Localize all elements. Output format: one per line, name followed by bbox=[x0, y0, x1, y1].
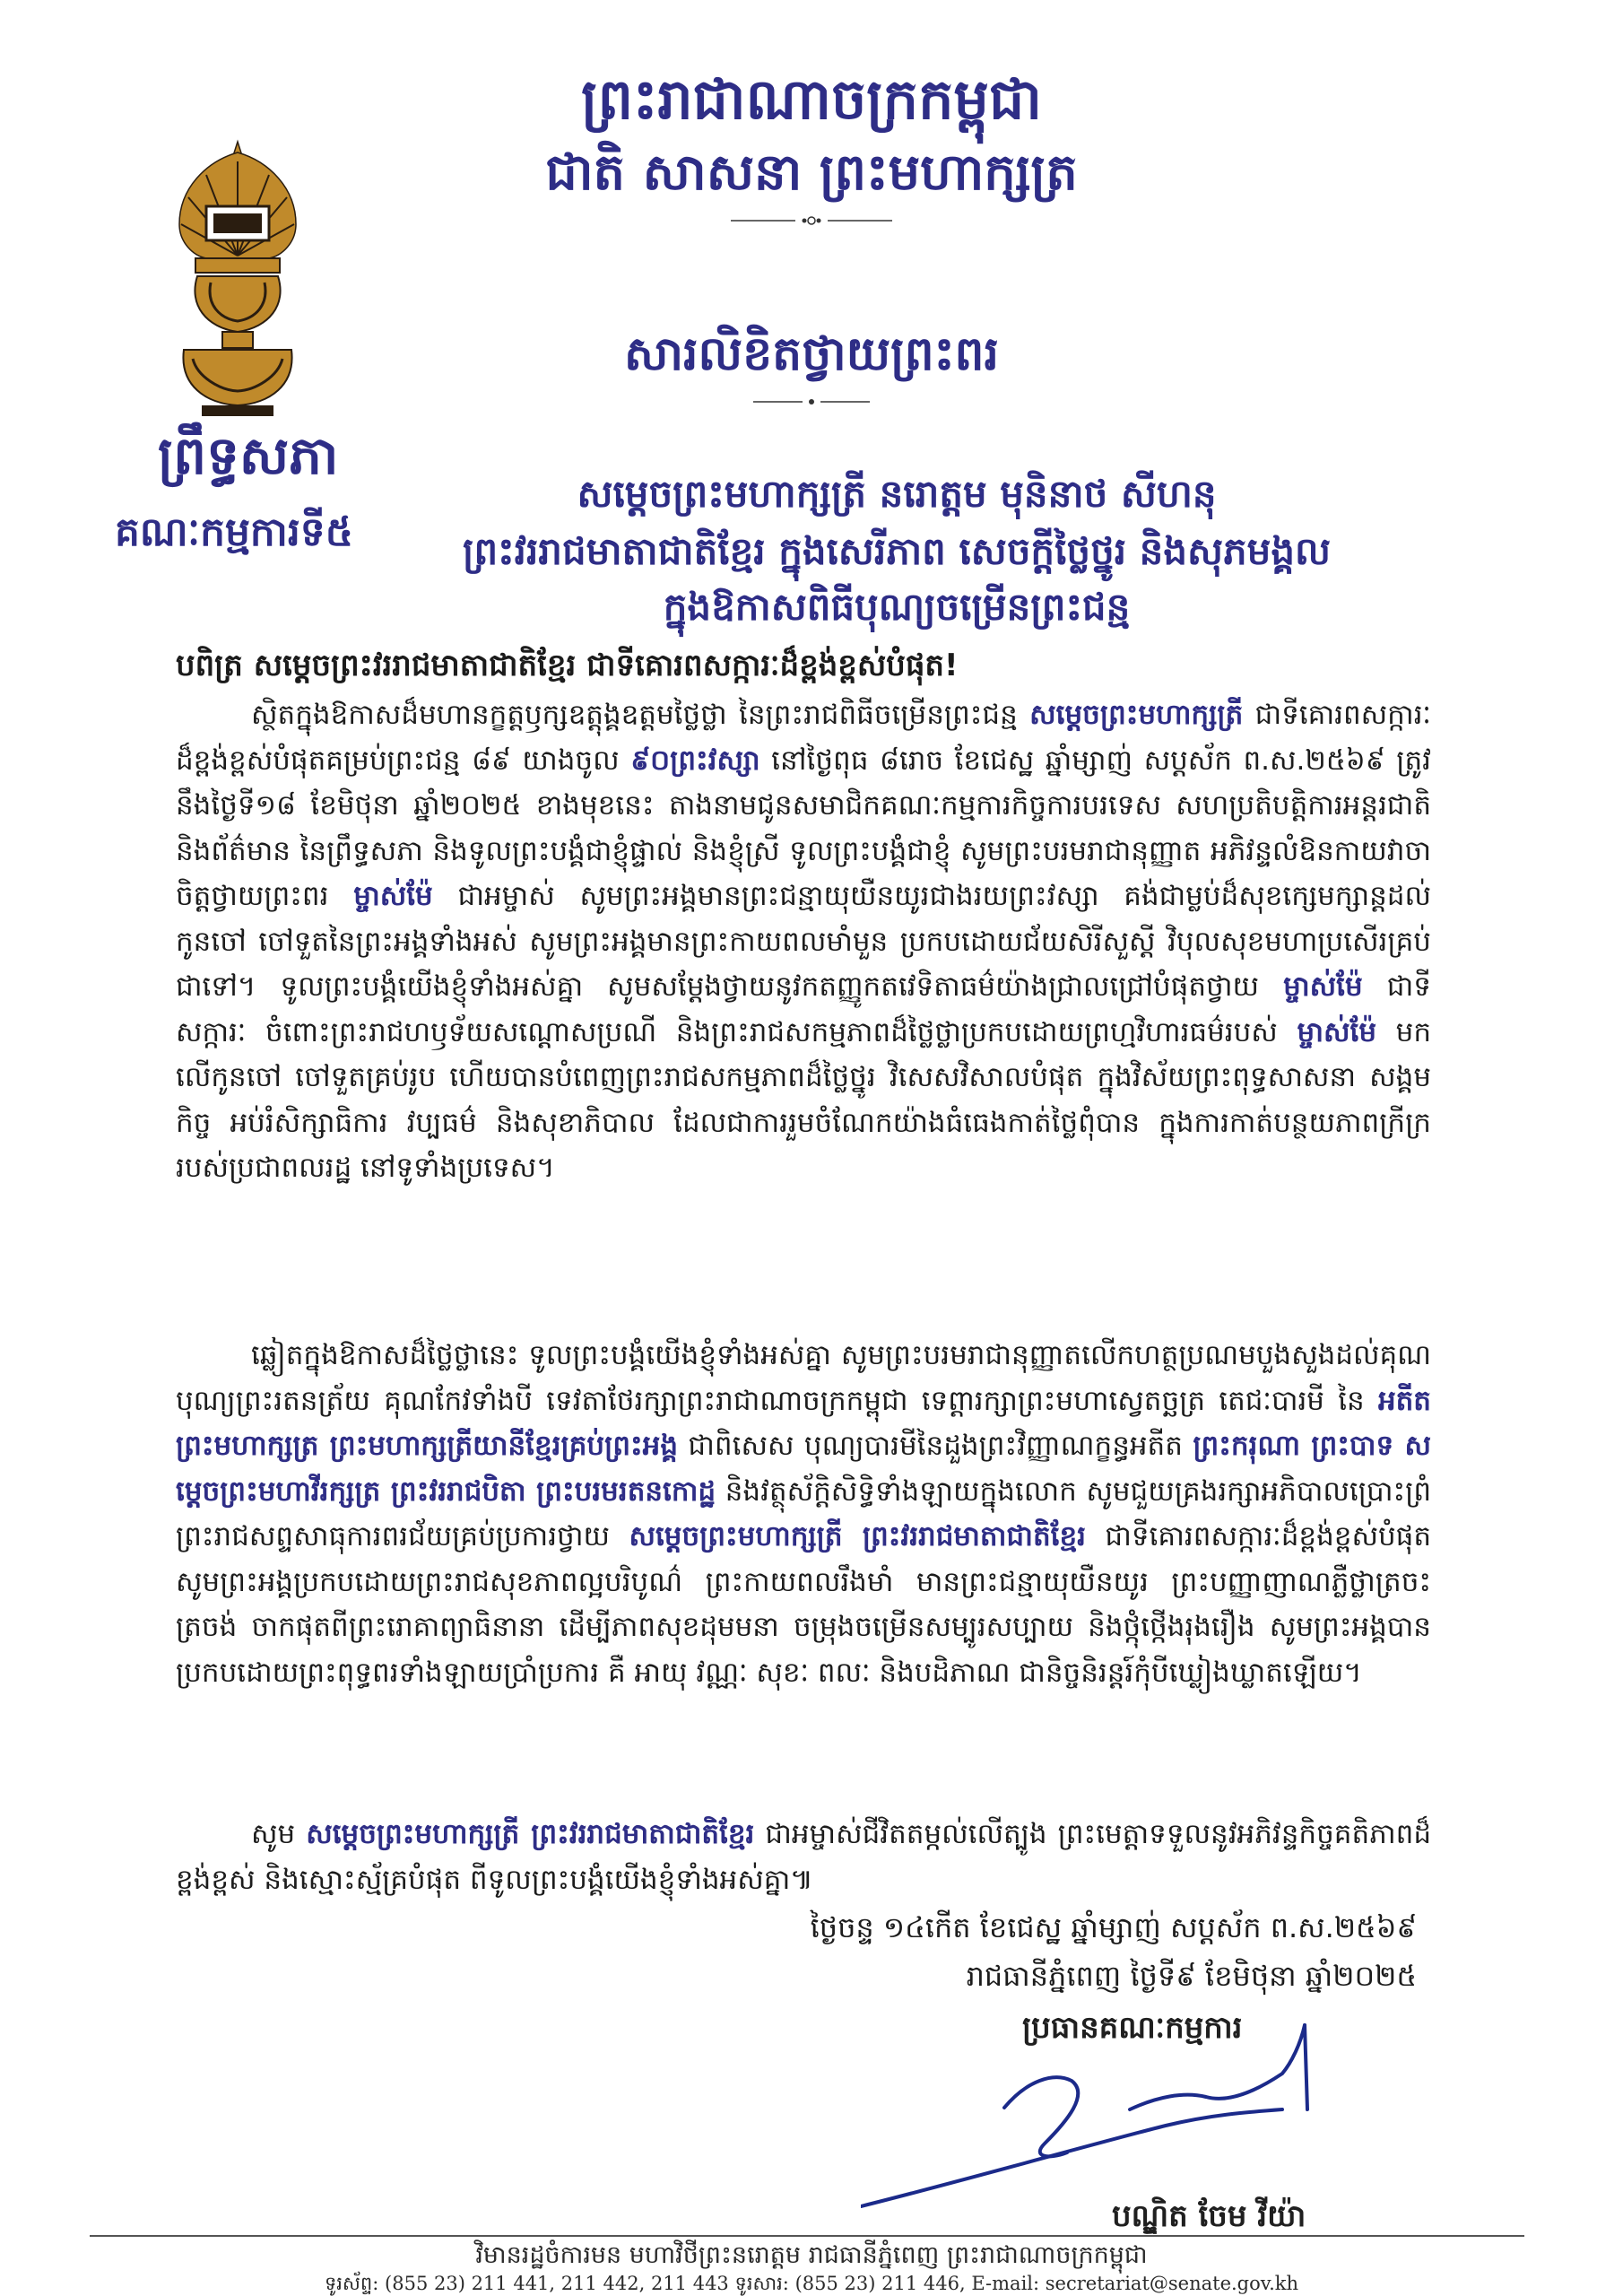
lunar-date: ថ្ងៃចន្ទ ១៤កើត ខែជេស្ឋ ឆ្នាំម្សាញ់ សប្តស័ក ព.ស.២៥៦៩ bbox=[810, 1910, 1417, 1944]
emphasized-text: ម្ចាស់ម៉ែ bbox=[353, 880, 433, 912]
body-text: ជាទីគោរពសក្ការៈដ៏ខ្ពង់ខ្ពស់បំផុតគម្រប់ព្រះជន្ម ៨៩ យាងចូល bbox=[176, 699, 1431, 777]
signer-role: ប្រធានគណៈកម្មការ bbox=[1022, 2010, 1243, 2046]
national-motto: ជាតិ សាសនា ព្រះមហាក្សត្រ bbox=[545, 143, 1078, 202]
document-title: សារលិខិតថ្វាយព្រះពរ bbox=[624, 326, 999, 381]
body-text: និងវត្ថុស័ក្តិសិទ្ធិទាំងឡាយក្នុងលោក សូមជួយគ្រងរក្សាអភិបាលប្រោះព្រំព្រះរាជសព្ទសាធុការពរជ័យគ្រប់ប្រការថ្វាយ bbox=[176, 1474, 1431, 1552]
body-paragraph bbox=[176, 692, 1431, 1191]
body-text: សូម bbox=[251, 1818, 307, 1850]
fax-label: ទូរសារ: bbox=[734, 2273, 789, 2294]
body-text: ជាអម្ចាស់ជីវិតតម្កល់លើត្បូង ព្រះមេត្តាទទួលនូវអភិវន្ទកិច្ចគតិភាពដ៏ខ្ពង់ខ្ពស់ និងស្មោះស្ម័គ្របំផុត ពីទូលព្រះបង្គំយើងខ្ញុំទាំងអស់គ្នា៕ bbox=[176, 1818, 1431, 1896]
signer-name: បណ្ឌិត ចែម វីយ៉ា bbox=[1112, 2198, 1306, 2234]
emphasized-text: ម្ចាស់ម៉ែ bbox=[1297, 1015, 1377, 1048]
emphasized-text: ៩០ព្រះវស្សា bbox=[630, 744, 760, 777]
body-text: ជាអម្ចាស់ សូមព្រះអង្គមានព្រះជន្មាយុយឺនយូរជាងរយព្រះវស្សា គង់ជាម្លប់ដ៏សុខក្សេមក្សាន្តដល់កូនចៅ ចៅទួតនៃព្រះអង្គទាំងអស់ សូមព្រះអង្គមានព្រះកាយពលមាំមួន ប្រកបដោយជ័យសិរីសួស្តី វិបុលសុខមហាប្រសើរគ្រប់ជាទៅ។ ទូលព្រះបង្គំយើងខ្ញុំទាំងអស់គ្នា សូមសម្តែងថ្វាយនូវកតញ្ញូកតវេទិតាធម៌យ៉ាងជ្រាលជ្រៅបំផុតថ្វាយ bbox=[176, 880, 1432, 1003]
salutation: បពិត្រ សម្តេចព្រះវររាជមាតាជាតិខ្មែរ ជាទីគោរពសក្ការៈដ៏ខ្ពង់ខ្ពស់បំផុត! bbox=[176, 648, 959, 683]
body-text: នៅថ្ងៃពុធ ៨រោច ខែជេស្ឋ ឆ្នាំម្សាញ់ សប្តស័ក ព.ស.២៥៦៩ ត្រូវនឹងថ្ងៃទី១៨ ខែមិថុនា ឆ្នាំ២០២៥ ខាងមុខនេះ តាងនាមជូនសមាជិកគណៈកម្មការកិច្ចការបរទេស សហប្រតិបត្តិការអន្តរជាតិ និងព័ត៌មាន នៃព្រឹទ្ធសភា និងទូលព្រះបង្គំជាខ្ញុំផ្ទាល់ និងខ្ញុំស្រី ទូលព្រះបង្គំជាខ្ញុំ សូមព្រះបរមរាជានុញ្ញាត អភិវន្ទលំឱនកាយវាចាចិត្តថ្វាយព្រះពរ bbox=[176, 744, 1432, 912]
email-address[interactable]: secretariat@senate.gov.kh bbox=[1045, 2273, 1299, 2294]
body-text: ស្ថិតក្នុងឱកាសដ៏មហានក្ខត្តឫក្សឧត្តុង្គឧត្តមថ្លៃថ្លា នៃព្រះរាជពិធីចម្រើនព្រះជន្ម bbox=[251, 699, 1030, 731]
emphasized-text: សម្តេចព្រះមហាក្សត្រី ព្រះវររាជមាតាជាតិខ្មែរ bbox=[629, 1520, 1086, 1552]
body-text: ជាទីសក្ការៈ ចំពោះព្រះរាជហឫទ័យសណ្តោសប្រណី និងព្រះរាជសកម្មភាពដ៏ថ្លៃថ្លាប្រកបដោយព្រហ្មវិហារធម៌របស់ bbox=[176, 970, 1431, 1048]
body-paragraph bbox=[176, 1333, 1431, 1695]
body-paragraph bbox=[176, 1812, 1431, 1902]
emphasized-text: ម្ចាស់ម៉ែ bbox=[1283, 970, 1363, 1003]
phone-numbers: (855 23) 211 441, 211 442, 211 443 bbox=[385, 2273, 729, 2294]
emphasized-text: ព្រះករុណា ព្រះបាទ សម្តេចព្រះមហាវីរក្សត្រ ព្រះវររាជបិតា ព្រះបរមរតនកោដ្ឋ bbox=[176, 1430, 1431, 1508]
ornament-divider bbox=[731, 212, 892, 230]
footer-divider bbox=[90, 2235, 1524, 2237]
emphasized-text: អតីតព្រះមហាក្សត្រ ព្រះមហាក្សត្រីយានីខ្មែរគ្រប់ព្រះអង្គ bbox=[176, 1384, 1431, 1462]
phone-label: ទូរស័ព្ទ: bbox=[324, 2273, 379, 2294]
emphasized-text: សម្តេចព្រះមហាក្សត្រី ព្រះវររាជមាតាជាតិខ្មែរ bbox=[306, 1818, 755, 1850]
body-text: ជាពិសេស បុណ្យបារមីនៃដួងព្រះវិញ្ញាណក្ខន្ធអតីត bbox=[678, 1430, 1193, 1462]
handwritten-signature bbox=[861, 2009, 1381, 2215]
sender-org-name: ព្រឹទ្ធសភា bbox=[158, 425, 339, 486]
sender-committee: គណៈកម្មការទី៥ bbox=[115, 509, 353, 555]
occasion-line: ក្នុងឱកាសពិធីបុណ្យចម្រើនព្រះជន្ម bbox=[663, 585, 1131, 629]
body-text: មកលើកូនចៅ ចៅទួតគ្រប់រូប ហើយបានបំពេញព្រះរាជសកម្មភាពដ៏ថ្លៃថ្នូរ វិសេសវិសាលបំផុត ក្នុងវិស័យព្រះពុទ្ធសាសនា សង្គមកិច្ច អប់រំសិក្សាធិការ វប្បធម៌ និងសុខាភិបាល ដែលជាការរួមចំណែកយ៉ាងធំធេងកាត់ថ្លៃពុំបាន ក្នុងការកាត់បន្ថយភាពក្រីក្ររបស់ប្រជាពលរដ្ឋ នៅទូទាំងប្រទេស។ bbox=[176, 1015, 1431, 1184]
kingdom-heading: ព្រះរាជាណាចក្រកម្ពុជា bbox=[581, 66, 1042, 132]
email-label: E-mail: bbox=[971, 2273, 1040, 2294]
ornament-divider bbox=[753, 393, 870, 411]
footer-contact bbox=[0, 2273, 1623, 2294]
recipient-name: សម្តេចព្រះមហាក្សត្រី នរោត្តម មុនិនាថ សីហនុ bbox=[577, 472, 1217, 516]
place-and-date: រាជធានីភ្នំពេញ ថ្ងៃទី៩ ខែមិថុនា ឆ្នាំ២០២៥ bbox=[966, 1959, 1417, 1993]
footer-address: វិមានរដ្ឋចំការមន មហាវិថីព្រះនរោត្តម រាជធានីភ្នំពេញ ព្រះរាជាណាចក្រកម្ពុជា bbox=[475, 2241, 1148, 2269]
body-text: ជាទីគោរពសក្ការៈដ៏ខ្ពង់ខ្ពស់បំផុត សូមព្រះអង្គប្រកបដោយព្រះរាជសុខភាពល្អបរិបូណ៌ ព្រះកាយពលរឹងមាំ មានព្រះជន្មាយុយឺនយូរ ព្រះបញ្ញាញាណភ្លឺថ្លាត្រចះត្រចង់ ចាកផុតពីព្រះរោគាព្យាធិនានា ដើម្បីភាពសុខដុមមនា ចម្រុងចម្រើនសម្បូរសប្បាយ និងថ្កុំថ្កើងរុងរឿង សូមព្រះអង្គបានប្រកបដោយព្រះពុទ្ធពរទាំងឡាយប្រាំប្រការ គឺ អាយុ វណ្ណៈ សុខៈ ពលៈ និងបដិភាណ ជានិច្ចនិរន្តរ៍កុំបីឃ្លៀងឃ្លាតឡើយ។ bbox=[176, 1520, 1431, 1689]
recipient-title: ព្រះវររាជមាតាជាតិខ្មែរ ក្នុងសេរីភាព សេចក្តីថ្លៃថ្នូរ និងសុភមង្គល bbox=[463, 529, 1331, 573]
fax-number: (855 23) 211 446, bbox=[794, 2273, 966, 2294]
body-text: ឆ្លៀតក្នុងឱកាសដ៏ថ្លៃថ្លានេះ ទូលព្រះបង្គំយើងខ្ញុំទាំងអស់គ្នា សូមព្រះបរមរាជានុញ្ញាតលើកហត្ថប្រណមបួងសួងដល់គុណបុណ្យព្រះរតនត្រ័យ គុណកែវទាំងបី ទេវតាថែរក្សាព្រះរាជាណាចក្រកម្ពុជា ទេព្តារក្សាព្រះមហាស្វេតច្ឆត្រ តេជៈបារមី នៃ bbox=[176, 1339, 1431, 1417]
emphasized-text: សម្តេចព្រះមហាក្សត្រី bbox=[1029, 699, 1244, 731]
